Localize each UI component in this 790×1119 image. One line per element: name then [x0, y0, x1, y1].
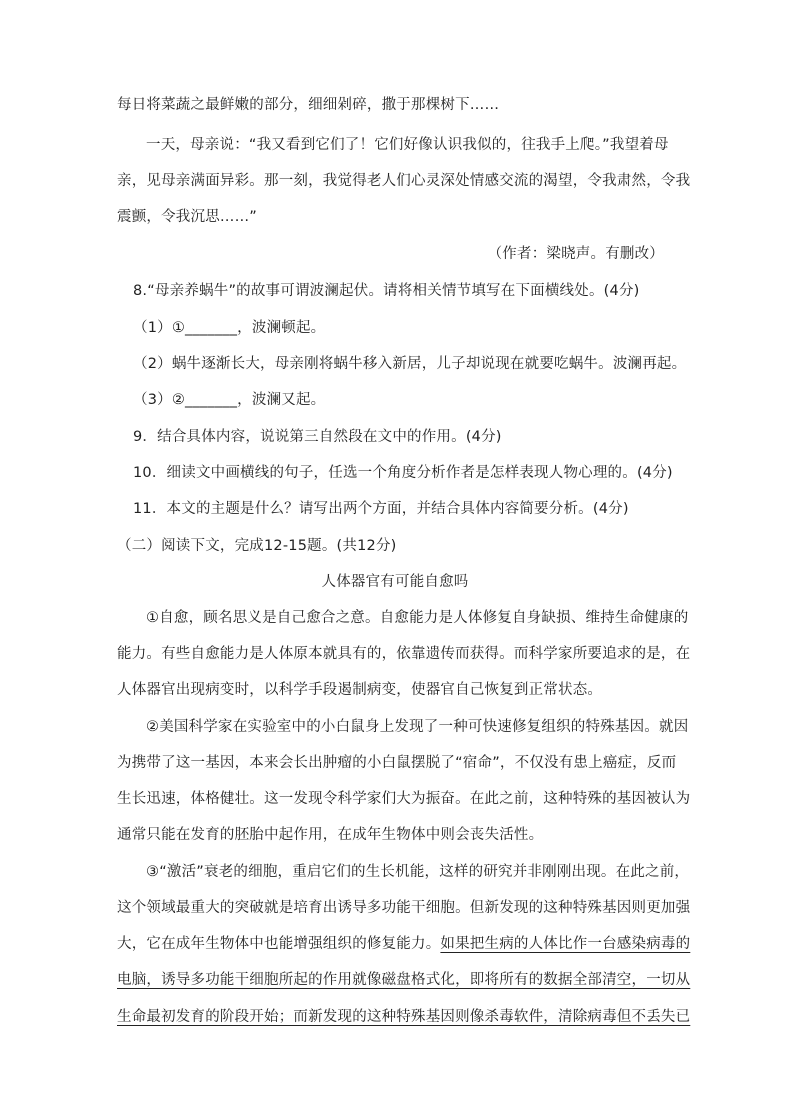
underlined-sentence: 生命最初发育的阶段开始；而新发现的这种特殊基因则像杀毒软件，清除病毒但不丢失已 — [117, 1009, 691, 1025]
question-8-item-3: （3）②_______，波澜又起。 — [133, 392, 326, 408]
underlined-sentence: 如果把生病的人体比作一台感染病毒的 — [440, 936, 691, 952]
plain-text: 大，它在成年生物体中也能增强组织的修复能力。 — [117, 936, 441, 952]
question-10: 10．细读文中画横线的句子，任选一个角度分析作者是怎样表现人物心理的。(4分) — [133, 465, 673, 481]
article-paragraph-line — [117, 932, 690, 953]
article-paragraph-line: 为携带了这一基因，本来会长出肿瘤的小白鼠摆脱了“宿命”，不仅没有患上癌症，反而 — [117, 755, 677, 771]
question-9: 9．结合具体内容，说说第三自然段在文中的作用。(4分) — [133, 429, 502, 445]
article-paragraph-line: 通常只能在发育的胚胎中起作用，在成年生物体中则会丧失活性。 — [117, 827, 544, 843]
story-paragraph-line: 亲，见母亲满面异彩。那一刻，我觉得老人们心灵深处情感交流的渴望，令我肃然，令我 — [117, 173, 691, 189]
article-paragraph-line: ③“激活”衰老的细胞，重启它们的生长机能，这样的研究并非刚刚出现。在此之前， — [146, 864, 690, 880]
section-heading: （二）阅读下文，完成12-15题。(共12分) — [117, 538, 397, 554]
story-paragraph-line: 每日将菜蔬之最鲜嫩的部分，细细剁碎，撒于那棵树下…… — [117, 97, 500, 113]
story-paragraph-line: 一天，母亲说：“我又看到它们了！它们好像认识我似的，往我手上爬。”我望着母 — [146, 137, 669, 153]
underlined-sentence: 电脑，诱导多功能干细胞所起的作用就像磁盘格式化，即将所有的数据全部清空，一切从 — [117, 972, 691, 988]
article-paragraph-line: 人体器官出现病变时，以科学手段遏制病变，使器官自己恢复到正常状态。 — [117, 682, 603, 698]
article-paragraph-line: 这个领域最重大的突破就是培育出诱导多功能干细胞。但新发现的这种特殊基因则更加强 — [117, 900, 691, 916]
article-paragraph-line: 能力。有些自愈能力是人体原本就具有的，依靠遗传而获得。而科学家所要追求的是，在 — [117, 646, 691, 662]
article-paragraph-line: 生长迅速，体格健壮。这一发现令科学家们大为振奋。在此之前，这种特殊的基因被认为 — [117, 791, 691, 807]
story-paragraph-line: 震颤，令我沉思……” — [117, 209, 258, 225]
author-credit: （作者：梁晓声。有删改） — [487, 246, 664, 262]
article-paragraph-line: ①自愈，顾名思义是自己愈合之意。自愈能力是人体修复自身缺损、维持生命健康的 — [146, 610, 689, 626]
article-title: 人体器官有可能自愈吗 — [321, 574, 469, 590]
article-paragraph-line: ②美国科学家在实验室中的小白鼠身上发现了一种可快速修复组织的特殊基因。就因 — [146, 719, 689, 735]
question-8: 8.“母亲养蜗牛”的故事可谓波澜起伏。请将相关情节填写在下面横线处。(4分) — [133, 283, 640, 299]
question-8-item-1: （1）①_______，波澜顿起。 — [133, 320, 326, 336]
question-11: 11．本文的主题是什么？请写出两个方面，并结合具体内容简要分析。(4分) — [133, 501, 629, 517]
question-8-item-2: （2）蜗牛逐渐长大，母亲刚将蜗牛移入新居，儿子却说现在就要吃蜗牛。波澜再起。 — [133, 356, 687, 372]
